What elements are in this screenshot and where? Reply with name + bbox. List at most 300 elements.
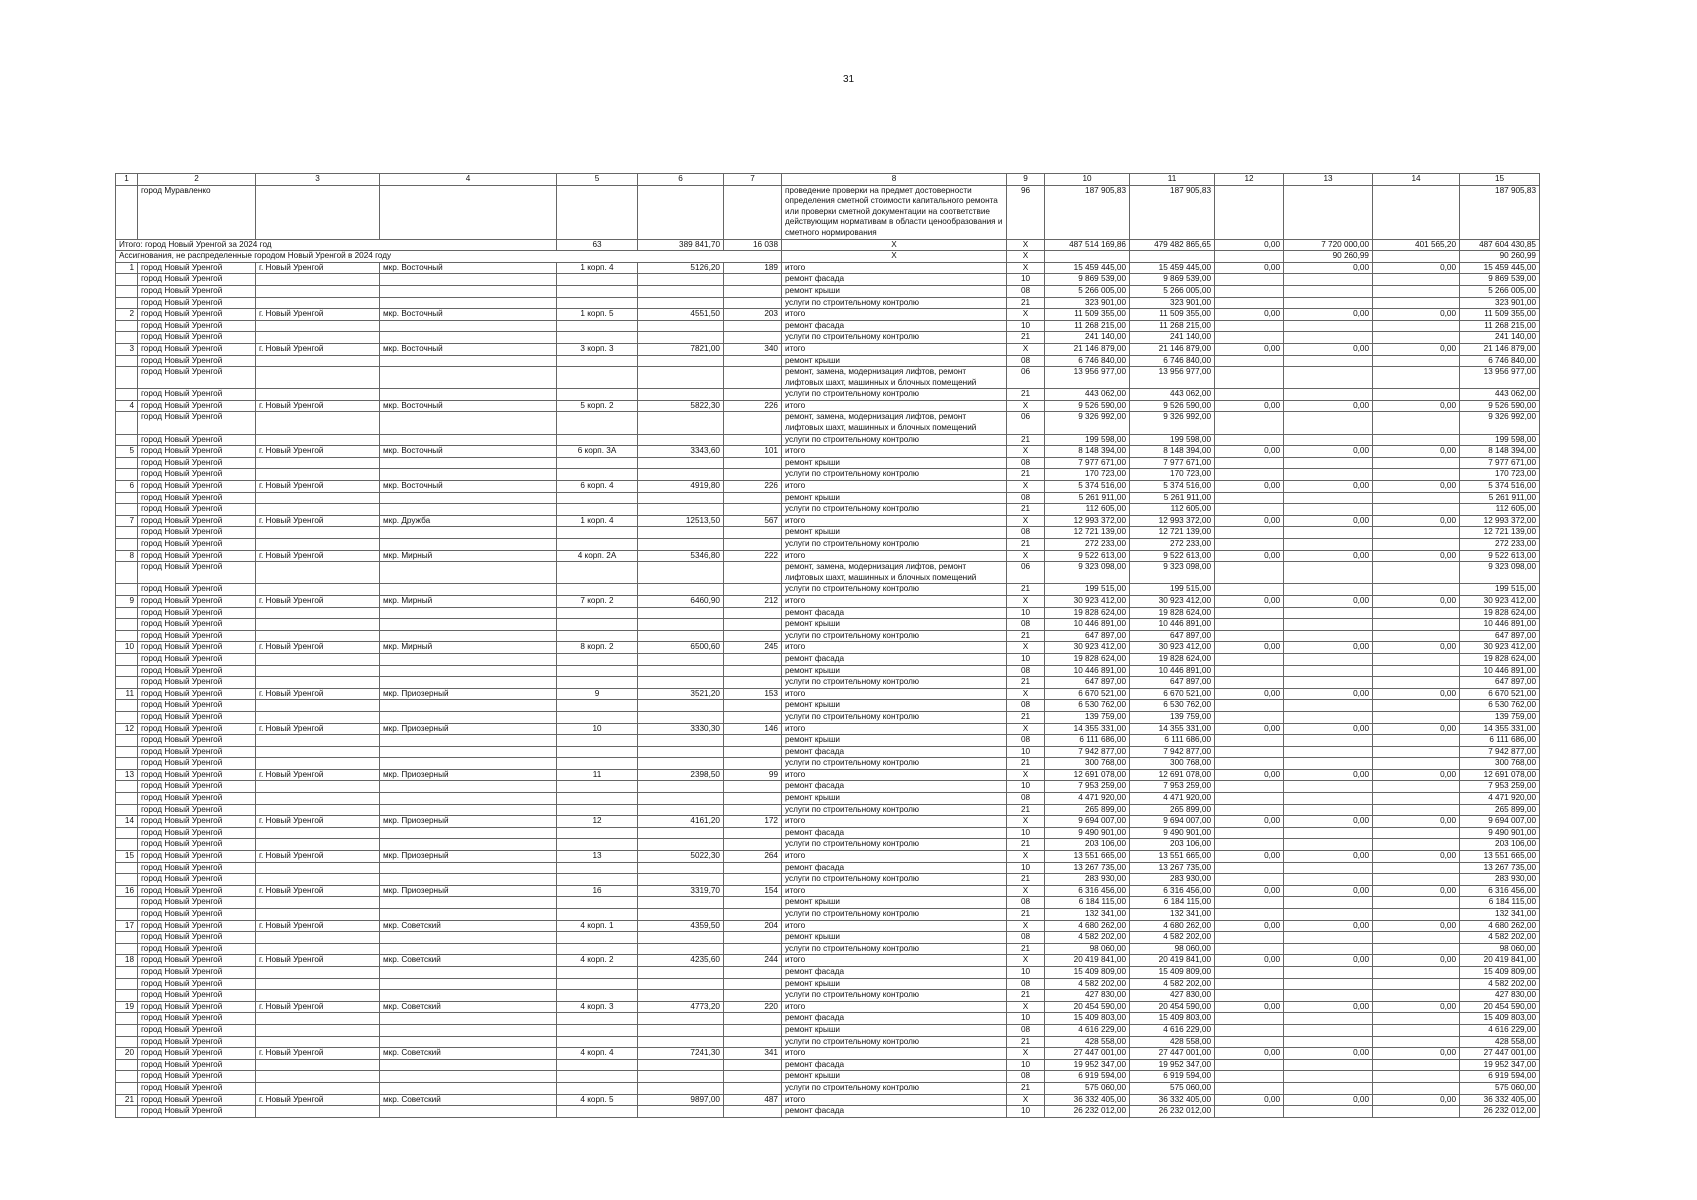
amount-cell: 30 923 412,00	[1045, 595, 1130, 607]
amount-cell: 323 901,00	[1460, 297, 1540, 309]
house-number-cell: 8 корп. 2	[557, 642, 638, 654]
amount-cell: 15 409 803,00	[1130, 1013, 1215, 1025]
residents-cell	[724, 320, 782, 332]
amount-cell	[1215, 990, 1284, 1002]
residents-cell	[724, 827, 782, 839]
municipality-cell: город Новый Уренгой	[138, 966, 256, 978]
amount-cell	[1284, 793, 1373, 805]
code-cell: 08	[1007, 355, 1045, 367]
city-cell	[256, 527, 380, 539]
district-cell	[380, 1082, 557, 1094]
city-cell: г. Новый Уренгой	[256, 550, 380, 562]
code-cell: 08	[1007, 897, 1045, 909]
municipality-cell: город Новый Уренгой	[138, 723, 256, 735]
row-number-cell: 4	[116, 400, 138, 412]
total-residents: 16 038	[724, 239, 782, 251]
work-type-cell: услуги по строительному контролю	[782, 584, 1007, 596]
code-cell: 10	[1007, 781, 1045, 793]
house-number-cell	[557, 355, 638, 367]
city-cell	[256, 619, 380, 631]
amount-cell	[1215, 274, 1284, 286]
work-type-cell: услуги по строительному контролю	[782, 539, 1007, 551]
work-type-cell: ремонт крыши	[782, 285, 1007, 297]
city-cell	[256, 332, 380, 344]
work-type-cell: ремонт крыши	[782, 932, 1007, 944]
amount-cell: 36 332 405,00	[1130, 1094, 1215, 1106]
work-type-cell: итого	[782, 262, 1007, 274]
amount-cell: 575 060,00	[1460, 1082, 1540, 1094]
amount-cell: 30 923 412,00	[1460, 595, 1540, 607]
city-cell: г. Новый Уренгой	[256, 262, 380, 274]
row-number-cell	[116, 978, 138, 990]
municipality-cell: город Новый Уренгой	[138, 562, 256, 584]
code-cell: 21	[1007, 389, 1045, 401]
amount-cell: 0,00	[1373, 955, 1460, 967]
area-cell: 5822,30	[638, 400, 724, 412]
table-row	[116, 793, 1540, 805]
district-cell	[380, 1059, 557, 1071]
city-cell	[256, 978, 380, 990]
work-type-cell: итого	[782, 955, 1007, 967]
district-cell	[380, 839, 557, 851]
house-number-cell	[557, 978, 638, 990]
itogo-label: Итого: город Новый Уренгой за 2024 год	[116, 239, 557, 251]
table-row	[116, 642, 1540, 654]
residents-cell	[724, 735, 782, 747]
amount-cell: 0,00	[1373, 515, 1460, 527]
residents-cell: 220	[724, 1001, 782, 1013]
residents-cell: 153	[724, 688, 782, 700]
table-row	[116, 630, 1540, 642]
amount-cell	[1215, 665, 1284, 677]
code-cell: 10	[1007, 1059, 1045, 1071]
municipality-cell: город Новый Уренгой	[138, 504, 256, 516]
row-number-cell	[116, 746, 138, 758]
row-number-cell: 17	[116, 920, 138, 932]
code-cell: 06	[1007, 412, 1045, 434]
amount-cell: 27 447 001,00	[1460, 1048, 1540, 1060]
municipality-cell: город Новый Уренгой	[138, 665, 256, 677]
table-row	[116, 504, 1540, 516]
amount-cell	[1215, 862, 1284, 874]
area-cell	[638, 677, 724, 689]
code-cell: 21	[1007, 1036, 1045, 1048]
house-number-cell	[557, 1106, 638, 1118]
amount-cell: 401 565,20	[1373, 239, 1460, 251]
amount-cell	[1284, 367, 1373, 389]
residents-cell	[724, 909, 782, 921]
district-cell: мкр. Восточный	[380, 343, 557, 355]
amount-cell: 15 409 809,00	[1045, 966, 1130, 978]
row-number-cell	[116, 539, 138, 551]
row-number-cell	[116, 527, 138, 539]
amount-cell	[1284, 966, 1373, 978]
column-number: 4	[380, 174, 557, 186]
amount-cell: 4 680 262,00	[1460, 920, 1540, 932]
amount-cell	[1215, 711, 1284, 723]
residents-cell: 189	[724, 262, 782, 274]
amount-cell: 0,00	[1373, 769, 1460, 781]
amount-cell: 98 060,00	[1130, 943, 1215, 955]
area-cell: 3330,30	[638, 723, 724, 735]
amount-cell: 20 454 590,00	[1045, 1001, 1130, 1013]
column-number: 14	[1373, 174, 1460, 186]
residents-cell	[724, 665, 782, 677]
amount-cell: 323 901,00	[1130, 297, 1215, 309]
row-number-cell	[116, 700, 138, 712]
amount-cell	[1284, 389, 1373, 401]
city-cell	[256, 827, 380, 839]
amount-cell: 13 551 665,00	[1460, 851, 1540, 863]
city-cell	[256, 700, 380, 712]
residents-cell	[724, 285, 782, 297]
amount-cell: 10 446 891,00	[1460, 665, 1540, 677]
amount-cell: 0,00	[1284, 400, 1373, 412]
amount-cell: 7 953 259,00	[1045, 781, 1130, 793]
house-number-cell	[557, 434, 638, 446]
amount-cell: 15 459 445,00	[1460, 262, 1540, 274]
table-row	[116, 1036, 1540, 1048]
city-cell	[256, 320, 380, 332]
amount-cell	[1284, 527, 1373, 539]
amount-cell: 30 923 412,00	[1045, 642, 1130, 654]
row-number-cell: 2	[116, 309, 138, 321]
city-cell	[256, 793, 380, 805]
house-number-cell: 16	[557, 885, 638, 897]
amount-cell: 139 759,00	[1460, 711, 1540, 723]
area-cell	[638, 781, 724, 793]
district-cell	[380, 584, 557, 596]
row-number-cell	[116, 584, 138, 596]
district-cell	[380, 434, 557, 446]
table-row	[116, 688, 1540, 700]
work-type-cell: итого	[782, 1094, 1007, 1106]
amount-cell	[1373, 389, 1460, 401]
amount-cell	[1373, 932, 1460, 944]
amount-cell: 9 326 992,00	[1045, 412, 1130, 434]
area-cell	[638, 874, 724, 886]
row-number-cell: 13	[116, 769, 138, 781]
residents-cell	[724, 607, 782, 619]
amount-cell	[1284, 711, 1373, 723]
work-type-cell: итого	[782, 1001, 1007, 1013]
residents-cell	[724, 758, 782, 770]
amount-cell: 6 316 456,00	[1045, 885, 1130, 897]
municipality-cell: город Новый Уренгой	[138, 389, 256, 401]
city-cell	[256, 932, 380, 944]
amount-cell	[1284, 274, 1373, 286]
district-cell	[380, 711, 557, 723]
table-row	[116, 700, 1540, 712]
code-cell: 21	[1007, 434, 1045, 446]
row-number-cell	[116, 874, 138, 886]
work-type-cell: услуги по строительному контролю	[782, 434, 1007, 446]
area-cell	[638, 504, 724, 516]
table-row	[116, 1048, 1540, 1060]
city-cell	[256, 804, 380, 816]
row-number-cell	[116, 677, 138, 689]
amount-cell	[1284, 607, 1373, 619]
amount-cell	[1284, 781, 1373, 793]
work-type-cell: услуги по строительному контролю	[782, 804, 1007, 816]
district-cell: мкр. Восточный	[380, 446, 557, 458]
amount-cell	[1284, 1106, 1373, 1118]
amount-cell	[1215, 492, 1284, 504]
amount-cell: 7 942 877,00	[1045, 746, 1130, 758]
amount-cell: 4 471 920,00	[1130, 793, 1215, 805]
area-cell	[638, 862, 724, 874]
amount-cell	[1215, 735, 1284, 747]
area-cell	[638, 562, 724, 584]
amount-cell	[1373, 909, 1460, 921]
cell	[1130, 251, 1215, 263]
area-cell	[638, 665, 724, 677]
city-cell	[256, 781, 380, 793]
table-row	[116, 1106, 1540, 1118]
district-cell: мкр. Восточный	[380, 262, 557, 274]
amount-cell: 0,00	[1284, 955, 1373, 967]
area-cell	[638, 297, 724, 309]
code-cell: 10	[1007, 1013, 1045, 1025]
amount-cell	[1215, 332, 1284, 344]
house-number-cell	[557, 367, 638, 389]
amount-cell: 428 558,00	[1460, 1036, 1540, 1048]
municipality-cell: город Новый Уренгой	[138, 1024, 256, 1036]
amount-cell: 20 454 590,00	[1460, 1001, 1540, 1013]
area-cell: 3521,20	[638, 688, 724, 700]
amount-cell: 6 670 521,00	[1460, 688, 1540, 700]
amount-cell: 12 993 372,00	[1130, 515, 1215, 527]
table-row	[116, 367, 1540, 389]
code-cell: X	[1007, 955, 1045, 967]
area-cell	[638, 700, 724, 712]
work-type-cell: итого	[782, 595, 1007, 607]
house-number-cell: 11	[557, 769, 638, 781]
city-cell: г. Новый Уренгой	[256, 400, 380, 412]
area-cell	[638, 943, 724, 955]
unallocated-label: Ассигнования, не распределенные городом Новый Уренгой в 2024 году	[116, 251, 782, 263]
work-type-cell: услуги по строительному контролю	[782, 1036, 1007, 1048]
amount-cell: 0,00	[1215, 885, 1284, 897]
district-cell	[380, 332, 557, 344]
amount-cell: 11 509 355,00	[1130, 309, 1215, 321]
amount-cell	[1284, 469, 1373, 481]
row-number-cell: 19	[116, 1001, 138, 1013]
amount-cell: 487 514 169,86	[1045, 239, 1130, 251]
code-cell: 10	[1007, 827, 1045, 839]
amount-cell: 6 530 762,00	[1045, 700, 1130, 712]
district-cell	[380, 539, 557, 551]
amount-cell: 0,00	[1215, 309, 1284, 321]
amount-cell	[1215, 677, 1284, 689]
area-cell	[638, 469, 724, 481]
table-row	[116, 874, 1540, 886]
amount-cell: 241 140,00	[1130, 332, 1215, 344]
work-type-cell: услуги по строительному контролю	[782, 1082, 1007, 1094]
city-cell	[256, 1059, 380, 1071]
amount-cell	[1215, 285, 1284, 297]
house-number-cell: 4 корп. 5	[557, 1094, 638, 1106]
amount-cell	[1373, 700, 1460, 712]
work-type-cell: итого	[782, 400, 1007, 412]
table-row	[116, 285, 1540, 297]
amount-cell	[1373, 1024, 1460, 1036]
district-cell	[380, 607, 557, 619]
amount-cell: 0,00	[1373, 481, 1460, 493]
amount-cell	[1373, 619, 1460, 631]
amount-cell: 12 691 078,00	[1460, 769, 1540, 781]
house-number-cell: 1 корп. 5	[557, 309, 638, 321]
amount-cell: 9 522 613,00	[1130, 550, 1215, 562]
amount-cell: 4 582 202,00	[1045, 932, 1130, 944]
amount-cell: 19 828 624,00	[1045, 607, 1130, 619]
amount-cell: 0,00	[1284, 723, 1373, 735]
area-cell	[638, 1036, 724, 1048]
code-cell: 08	[1007, 619, 1045, 631]
code-cell: 08	[1007, 1024, 1045, 1036]
municipality-cell: город Новый Уренгой	[138, 874, 256, 886]
area-cell: 4235,60	[638, 955, 724, 967]
amount-cell	[1284, 1071, 1373, 1083]
work-type-cell: ремонт крыши	[782, 1071, 1007, 1083]
municipality-cell: город Новый Уренгой	[138, 630, 256, 642]
amount-cell: 487 604 430,85	[1460, 239, 1540, 251]
amount-cell: 283 930,00	[1130, 874, 1215, 886]
amount-cell: 443 062,00	[1045, 389, 1130, 401]
table-row	[116, 1024, 1540, 1036]
district-cell: мкр. Восточный	[380, 309, 557, 321]
district-cell: мкр. Приозерный	[380, 816, 557, 828]
work-type-cell: ремонт фасада	[782, 1059, 1007, 1071]
residents-cell: 99	[724, 769, 782, 781]
work-type-cell: итого	[782, 1048, 1007, 1060]
amount-cell: 203 106,00	[1045, 839, 1130, 851]
amount-cell: 9 522 613,00	[1045, 550, 1130, 562]
amount-cell: 19 952 347,00	[1130, 1059, 1215, 1071]
work-type-cell: ремонт крыши	[782, 700, 1007, 712]
house-number-cell: 6 корп. 4	[557, 481, 638, 493]
code-cell: X	[1007, 885, 1045, 897]
amount-cell	[1284, 320, 1373, 332]
cell: X	[1007, 251, 1045, 263]
code-cell: 21	[1007, 469, 1045, 481]
district-cell: мкр. Приозерный	[380, 688, 557, 700]
residents-cell	[724, 434, 782, 446]
amount-cell: 14 355 331,00	[1460, 723, 1540, 735]
residents-cell	[724, 746, 782, 758]
code-cell: 21	[1007, 677, 1045, 689]
amount-cell	[1215, 758, 1284, 770]
table-row	[116, 781, 1540, 793]
amount-cell	[1215, 1036, 1284, 1048]
table-row	[116, 515, 1540, 527]
code-cell: 06	[1007, 367, 1045, 389]
table-row	[116, 297, 1540, 309]
work-type-cell: услуги по строительному контролю	[782, 874, 1007, 886]
amount-cell: 5 266 005,00	[1460, 285, 1540, 297]
amount-cell: 7 953 259,00	[1460, 781, 1540, 793]
amount-cell: 0,00	[1373, 1094, 1460, 1106]
table-row	[116, 804, 1540, 816]
code-cell: 10	[1007, 607, 1045, 619]
amount-cell: 0,00	[1284, 688, 1373, 700]
amount-cell: 139 759,00	[1045, 711, 1130, 723]
amount-cell: 4 680 262,00	[1130, 920, 1215, 932]
municipality-cell: город Новый Уренгой	[138, 642, 256, 654]
municipality-cell: город Новый Уренгой	[138, 827, 256, 839]
district-cell	[380, 735, 557, 747]
municipality-cell: город Новый Уренгой	[138, 1082, 256, 1094]
house-number-cell	[557, 1059, 638, 1071]
municipality-cell: город Новый Уренгой	[138, 978, 256, 990]
amount-cell: 5 266 005,00	[1130, 285, 1215, 297]
work-type-cell: ремонт фасада	[782, 1106, 1007, 1118]
district-cell	[380, 746, 557, 758]
amount-cell: 9 490 901,00	[1130, 827, 1215, 839]
cell	[638, 185, 724, 239]
house-number-cell	[557, 804, 638, 816]
amount-cell: 14 355 331,00	[1045, 723, 1130, 735]
municipality-cell: город Новый Уренгой	[138, 469, 256, 481]
district-cell: мкр. Восточный	[380, 400, 557, 412]
table-row	[116, 527, 1540, 539]
city-cell	[256, 653, 380, 665]
amount-cell	[1284, 1082, 1373, 1094]
cell	[1215, 185, 1284, 239]
row-number-cell	[116, 1036, 138, 1048]
district-cell	[380, 943, 557, 955]
work-type-cell: ремонт фасада	[782, 746, 1007, 758]
district-cell	[380, 1036, 557, 1048]
row-number-cell	[116, 711, 138, 723]
amount-cell: 12 691 078,00	[1130, 769, 1215, 781]
work-type-cell: ремонт крыши	[782, 1024, 1007, 1036]
area-cell	[638, 746, 724, 758]
amount-cell: 6 919 594,00	[1130, 1071, 1215, 1083]
area-cell: 12513,50	[638, 515, 724, 527]
table-row	[116, 562, 1540, 584]
municipality-cell: город Новый Уренгой	[138, 653, 256, 665]
code-cell: X	[1007, 769, 1045, 781]
amount-cell	[1373, 320, 1460, 332]
amount-cell: 265 899,00	[1045, 804, 1130, 816]
amount-cell	[1284, 504, 1373, 516]
amount-cell	[1215, 584, 1284, 596]
code-cell: 08	[1007, 978, 1045, 990]
table-row	[116, 619, 1540, 631]
city-cell	[256, 355, 380, 367]
amount-cell: 9 526 590,00	[1045, 400, 1130, 412]
residents-cell	[724, 584, 782, 596]
area-cell: 5126,20	[638, 262, 724, 274]
amount-cell: 0,00	[1284, 550, 1373, 562]
amount-cell: 647 897,00	[1130, 677, 1215, 689]
area-cell	[638, 978, 724, 990]
amount-cell	[1373, 412, 1460, 434]
amount-cell	[1284, 897, 1373, 909]
row-number-cell	[116, 492, 138, 504]
amount-cell: 27 447 001,00	[1130, 1048, 1215, 1060]
row-number-cell	[116, 274, 138, 286]
amount-cell	[1284, 630, 1373, 642]
amount-cell: 9 869 539,00	[1460, 274, 1540, 286]
house-number-cell	[557, 562, 638, 584]
amount-cell	[1284, 332, 1373, 344]
residents-cell	[724, 1059, 782, 1071]
district-cell	[380, 909, 557, 921]
row-number-cell	[116, 457, 138, 469]
code-cell: 21	[1007, 839, 1045, 851]
